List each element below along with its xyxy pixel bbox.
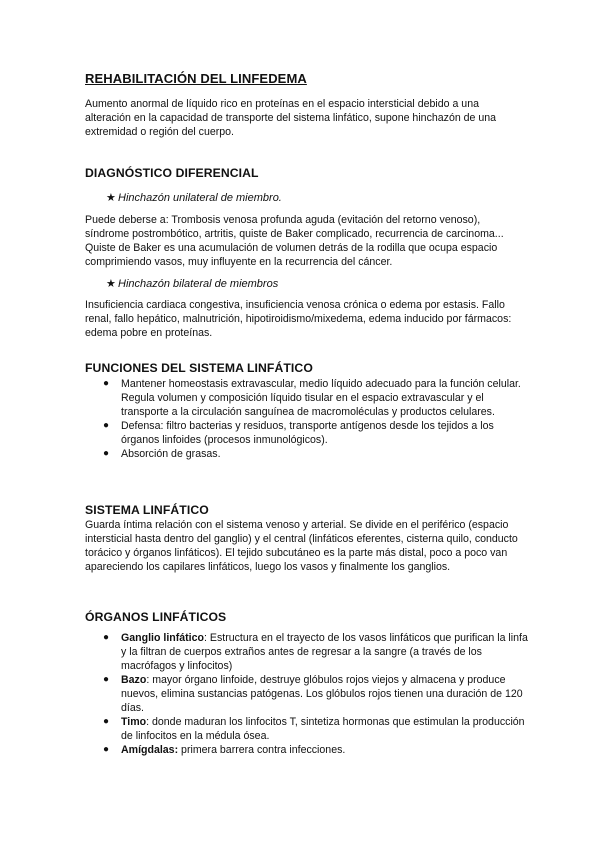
organos-list — [85, 631, 530, 757]
bullet-icon: ● — [103, 420, 110, 431]
bilateral-paragraph: Insuficiencia cardiaca congestiva, insuficiencia venosa crónica o edema por estasis. Fallo renal, fallo hepático, malnutrición, hipotiroidismo/mixedema, edema inducido por fármacos: edema pobre en proteínas. — [85, 299, 512, 339]
sistema-heading: SISTEMA LINFÁTICO — [85, 503, 209, 517]
list-item: ● Bazo: mayor órgano linfoide, destruye glóbulos rojos viejos y almacena y produce nuevos, elimina sustancias patógenas. Los glóbulos rojos tienen una duración de 120 días. — [103, 674, 523, 714]
star-icon: ★ — [106, 278, 116, 290]
unilateral-paragraph: Puede deberse a: Trombosis venosa profunda aguda (evitación del retorno venoso), síndrome postrombótico, artritis, quiste de Baker complicado, recurrencia de carcinoma... Quiste de Baker es una acumulación de volumen detrás de la rodilla que ocupa espacio comprimiendo vasos, muy influyente en la recurrencia del cáncer. — [85, 214, 504, 268]
diagnostico-heading: DIAGNÓSTICO DIFERENCIAL — [85, 166, 259, 180]
organos-heading: ÓRGANOS LINFÁTICOS — [85, 610, 227, 624]
bilateral-label: Hinchazón bilateral de miembros — [118, 278, 279, 290]
intro-paragraph: Aumento anormal de líquido rico en proteínas en el espacio intersticial debido a una alteración en la capacidad de transporte del sistema linfático, supone hinchazón de una extremidad o región del cuerpo. — [85, 98, 497, 138]
bullet-icon: ● — [103, 378, 110, 389]
list-item: ● Amígdalas: primera barrera contra infecciones. — [103, 744, 346, 756]
bilateral-subheading — [106, 277, 279, 291]
list-item: ● Absorción de grasas. — [103, 448, 221, 460]
bullet-icon: ● — [103, 744, 110, 755]
funciones-heading: FUNCIONES DEL SISTEMA LINFÁTICO — [85, 361, 313, 375]
unilateral-subheading — [106, 191, 282, 205]
funciones-list — [85, 377, 530, 461]
list-item: ● Mantener homeostasis extravascular, medio líquido adecuado para la función celular. Regula volumen y composición líquido tisular en el espacio extravascular y el transporte a la circulación sanguínea de macromoléculas y productos celulares. — [103, 378, 521, 418]
star-icon: ★ — [106, 192, 116, 204]
unilateral-label: Hinchazón unilateral de miembro. — [118, 192, 282, 204]
bullet-icon: ● — [103, 716, 110, 727]
sistema-paragraph: Guarda íntima relación con el sistema venoso y arterial. Se divide en el periférico (espacio intersticial hasta dentro del ganglio) y el central (linfáticos eferentes, cisterna quilo, conducto torácico y órganos linfáticos). El tejido subcutáneo es la parte más distal, poco a poco van apareciendo los capilares linfáticos, luego los vasos y finalmente los ganglios. — [85, 519, 518, 573]
bullet-icon: ● — [103, 448, 110, 459]
bullet-icon: ● — [103, 632, 110, 643]
list-item: ● Defensa: filtro bacterias y residuos, transporte antígenos desde los tejidos a los órganos linfoides (procesos inmunológicos). — [103, 420, 494, 446]
list-item: ● Ganglio linfático: Estructura en el trayecto de los vasos linfáticos que purifican la linfa y la filtran de cuerpos extraños antes de regresar a la sangre (a través de los macrófagos y linfocitos) — [103, 632, 528, 672]
page-title: REHABILITACIÓN DEL LINFEDEMA — [85, 71, 307, 86]
list-item: ● Timo: donde maduran los linfocitos T, sintetiza hormonas que estimulan la producción de linfocitos en la médula ósea. — [103, 716, 525, 742]
bullet-icon: ● — [103, 674, 110, 685]
